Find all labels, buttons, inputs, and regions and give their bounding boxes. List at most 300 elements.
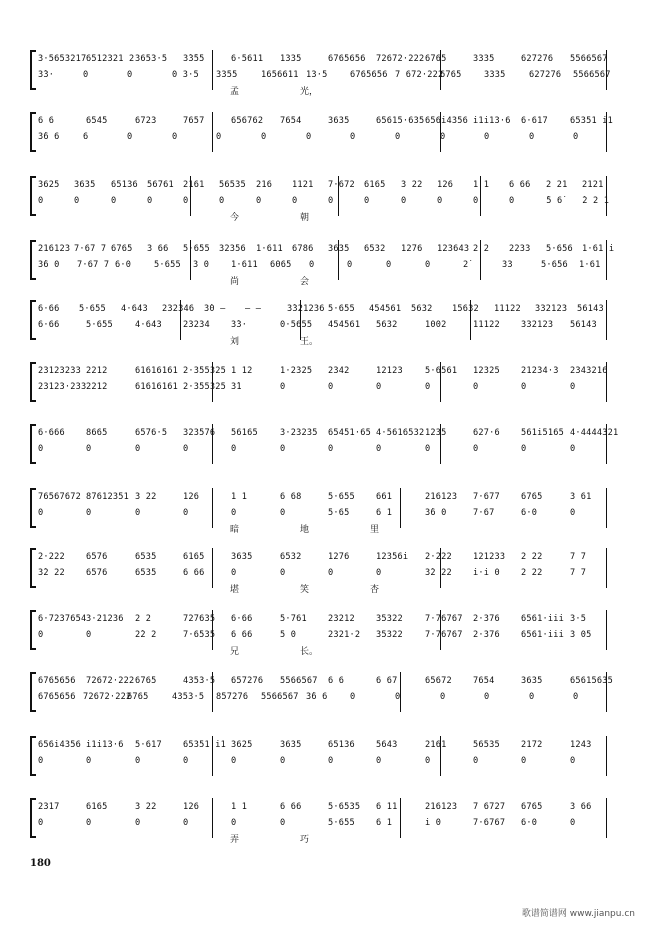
- note-group: 126: [183, 802, 200, 812]
- note-group: 12123: [376, 366, 403, 376]
- note-group: 5·655: [328, 492, 355, 502]
- note-group: 0: [183, 196, 189, 206]
- note-group: 56143: [570, 320, 597, 330]
- note-group: 3̇6 6: [38, 132, 60, 142]
- note-group: 3 0: [193, 260, 210, 270]
- note-group: 0: [38, 196, 44, 206]
- note-group: 0: [570, 818, 576, 828]
- barline: [606, 548, 607, 588]
- lyric-char: 堪: [230, 585, 240, 595]
- note-group: 5·617: [135, 740, 162, 750]
- barline: [606, 736, 607, 776]
- system-bracket: [30, 50, 36, 90]
- score-system: [30, 112, 640, 152]
- note-group: 0: [135, 508, 141, 518]
- note-group: 56535: [219, 180, 246, 190]
- note-group: 0: [347, 260, 353, 270]
- note-group: 7·67 7: [77, 260, 110, 270]
- note-group: 661: [376, 492, 393, 502]
- note-group: 32356: [219, 244, 246, 254]
- score-system: [30, 362, 640, 402]
- note-group: 6 66: [280, 802, 302, 812]
- lyric-char: 会: [300, 277, 310, 287]
- note-group: 7·67 7: [74, 244, 107, 254]
- note-group: 3653·5: [135, 54, 168, 64]
- note-group: 6765: [521, 492, 543, 502]
- note-group: 1·611: [231, 260, 258, 270]
- note-group: 3635: [280, 740, 302, 750]
- barline: [212, 112, 213, 152]
- note-group: 2·376: [473, 630, 500, 640]
- note-group: 561i5165: [521, 428, 564, 438]
- note-group: 727635: [183, 614, 216, 624]
- note-group: 6561·iii: [521, 630, 564, 640]
- note-group: 6165: [183, 552, 205, 562]
- note-group: 3635: [231, 552, 253, 562]
- note-group: 0: [401, 196, 407, 206]
- note-group: 0: [127, 70, 133, 80]
- note-group: 1276: [328, 552, 350, 562]
- score-system: [30, 798, 640, 845]
- note-group: 6723: [135, 116, 157, 126]
- score-system: [30, 672, 640, 712]
- note-group: 72672·222: [83, 692, 132, 702]
- note-group: 3635: [328, 244, 350, 254]
- note-group: 65615·635: [376, 116, 425, 126]
- note-group: 5·655: [183, 244, 210, 254]
- note-group: 23212: [328, 614, 355, 624]
- score-system: [30, 240, 640, 287]
- lyric-char: 巧: [300, 835, 310, 845]
- lyric-char: 光，: [300, 87, 319, 97]
- note-group: 0: [509, 196, 515, 206]
- note-group: 7 672·222: [395, 70, 444, 80]
- note-group: 0: [521, 444, 527, 454]
- note-group: 6 1: [376, 818, 393, 828]
- note-group: 0: [147, 196, 153, 206]
- note-group: 0: [425, 382, 431, 392]
- note-group: 2·355325: [183, 366, 226, 376]
- note-group: 0: [38, 630, 44, 640]
- note-group: 3·21236: [86, 614, 124, 624]
- score-system: [30, 50, 640, 97]
- note-group: 3635: [328, 116, 350, 126]
- note-group: 332123: [521, 320, 554, 330]
- note-group: 8665: [86, 428, 108, 438]
- note-group: 3̇2 22: [38, 568, 65, 578]
- note-group: 0: [38, 444, 44, 454]
- note-group: 0: [395, 132, 401, 142]
- note-group: 0: [425, 756, 431, 766]
- note-group: 0: [573, 132, 579, 142]
- note-group: 1 12: [231, 366, 253, 376]
- note-group: 35322: [376, 614, 403, 624]
- note-group: 6765656: [350, 70, 388, 80]
- note-group: 6576: [86, 568, 108, 578]
- note-group: 2 2: [473, 244, 490, 254]
- lyric-char: 弄: [230, 835, 240, 845]
- system-bracket: [30, 362, 36, 402]
- barline: [606, 488, 607, 528]
- note-group: 0: [135, 756, 141, 766]
- note-group: 6765: [521, 802, 543, 812]
- note-group: 1·611: [256, 244, 283, 254]
- note-group: 6·66: [38, 320, 60, 330]
- note-group: 656i4356: [425, 116, 468, 126]
- note-group: 6532: [364, 244, 386, 254]
- note-group: 3635: [74, 180, 96, 190]
- watermark: 歌谱简谱网 www.jianpu.cn: [521, 909, 635, 919]
- note-group: i1i13·6: [473, 116, 511, 126]
- note-group: 0: [484, 692, 490, 702]
- note-group: 0: [395, 692, 401, 702]
- note-group: 0: [231, 508, 237, 518]
- lyric-char: 王。: [300, 337, 319, 347]
- note-group: 216: [256, 180, 273, 190]
- note-group: 3̇6 6: [306, 692, 328, 702]
- note-group: 87612351: [86, 492, 129, 502]
- note-group: 6·666: [38, 428, 65, 438]
- note-group: 6·0: [521, 818, 538, 828]
- lyric-char: 暗: [230, 525, 240, 535]
- note-group: 61616161: [135, 382, 178, 392]
- note-group: 0: [135, 818, 141, 828]
- note-group: 0: [376, 382, 382, 392]
- note-group: 6765656: [38, 692, 76, 702]
- score-system: [30, 488, 640, 535]
- note-group: 0: [376, 568, 382, 578]
- note-group: 6·7237654: [38, 614, 87, 624]
- note-group: i·i 0: [473, 568, 500, 578]
- score-system: [30, 548, 640, 595]
- note-group: 1335: [280, 54, 302, 64]
- note-group: 0·5655: [280, 320, 313, 330]
- note-group: 0: [231, 444, 237, 454]
- note-group: 12325: [473, 366, 500, 376]
- note-group: 0: [135, 444, 141, 454]
- note-group: 7·672: [328, 180, 355, 190]
- barline: [606, 300, 607, 340]
- note-group: 6512321 2: [86, 54, 135, 64]
- note-group: 216123: [425, 492, 458, 502]
- note-group: 6576: [86, 552, 108, 562]
- note-group: 1 1: [473, 180, 490, 190]
- note-group: 6: [83, 132, 89, 142]
- note-group: 627276: [529, 70, 562, 80]
- note-group: 0: [521, 756, 527, 766]
- note-group: 7 6727: [473, 802, 506, 812]
- note-group: 5566567: [570, 54, 608, 64]
- note-group: 6765: [135, 676, 157, 686]
- note-group: 3̇6 0: [38, 260, 60, 270]
- note-group: 6 1: [376, 508, 393, 518]
- note-group: 0: [127, 132, 133, 142]
- note-group: 2·222: [38, 552, 65, 562]
- note-group: 1·2325: [280, 366, 313, 376]
- note-group: 1 1: [231, 492, 248, 502]
- note-group: 4·4444321: [570, 428, 619, 438]
- note-group: 0: [38, 818, 44, 828]
- note-group: 5·65: [328, 508, 350, 518]
- note-group: 0: [219, 196, 225, 206]
- note-group: 61616161: [135, 366, 178, 376]
- note-group: 0: [473, 196, 479, 206]
- note-group: 2̇2 2: [135, 630, 157, 640]
- note-group: 2 2: [135, 614, 152, 624]
- note-group: 6 6: [328, 676, 345, 686]
- note-group: 6765: [111, 244, 133, 254]
- note-group: 5643: [376, 740, 398, 750]
- note-group: 0: [473, 382, 479, 392]
- lyric-char: 笑: [300, 585, 310, 595]
- note-group: 3635: [521, 676, 543, 686]
- note-group: 7657: [183, 116, 205, 126]
- note-group: 56535: [473, 740, 500, 750]
- note-group: 123643: [437, 244, 470, 254]
- note-group: 0: [328, 756, 334, 766]
- system-bracket: [30, 424, 36, 464]
- note-group: 0: [86, 630, 92, 640]
- note-group: 0: [86, 756, 92, 766]
- note-group: 3·5653217: [38, 54, 87, 64]
- note-group: ̇2 2 1: [582, 196, 610, 206]
- note-group: 7 7: [570, 568, 587, 578]
- note-group: 0: [350, 692, 356, 702]
- note-group: 23123·233: [38, 382, 87, 392]
- note-group: 4353·5: [183, 676, 216, 686]
- note-group: 0: [280, 444, 286, 454]
- note-group: 0: [216, 132, 222, 142]
- barline: [606, 798, 607, 838]
- lyric-char: 长。: [300, 647, 319, 657]
- note-group: 0: [570, 508, 576, 518]
- note-group: 7·6535: [183, 630, 216, 640]
- note-group: 0: [280, 756, 286, 766]
- note-group: 0: [183, 756, 189, 766]
- note-group: 216123: [38, 244, 71, 254]
- note-group: 0: [111, 196, 117, 206]
- barline: [400, 798, 401, 838]
- note-group: 6545: [86, 116, 108, 126]
- note-group: 6·617: [521, 116, 548, 126]
- note-group: 126: [183, 492, 200, 502]
- note-group: 4·643: [121, 304, 148, 314]
- barline: [212, 548, 213, 588]
- note-group: 2212: [86, 382, 108, 392]
- note-group: 5·761: [280, 614, 307, 624]
- system-bracket: [30, 610, 36, 650]
- note-group: 5·655: [328, 818, 355, 828]
- lyric-char: 今: [230, 213, 240, 223]
- note-group: 1243: [570, 740, 592, 750]
- note-group: 0: [425, 444, 431, 454]
- note-group: 7·76767: [425, 614, 463, 624]
- note-group: 2161: [425, 740, 447, 750]
- note-group: 0: [386, 260, 392, 270]
- note-group: 656762: [231, 116, 264, 126]
- note-group: 2212: [86, 366, 108, 376]
- note-group: 3̇1: [231, 382, 242, 392]
- note-group: 6·66: [38, 304, 60, 314]
- note-group: 0: [328, 382, 334, 392]
- note-group: 5·656: [546, 244, 573, 254]
- system-bracket: [30, 488, 36, 528]
- note-group: 6165: [364, 180, 386, 190]
- note-group: 0: [306, 132, 312, 142]
- system-bracket: [30, 300, 36, 340]
- note-group: 0: [570, 382, 576, 392]
- note-group: 657276: [231, 676, 264, 686]
- note-group: 0: [570, 444, 576, 454]
- note-group: 0: [83, 70, 89, 80]
- note-group: 65615635: [570, 676, 613, 686]
- note-group: 2 22: [521, 552, 543, 562]
- note-group: 3355: [216, 70, 238, 80]
- note-group: 6765: [440, 70, 462, 80]
- note-group: 7654: [280, 116, 302, 126]
- note-group: 216123: [425, 802, 458, 812]
- note-group: 21234·3: [521, 366, 559, 376]
- note-group: 5·6561: [425, 366, 458, 376]
- note-group: 65136: [328, 740, 355, 750]
- note-group: 7·6767: [473, 818, 506, 828]
- note-group: 2 21: [546, 180, 568, 190]
- note-group: 1235: [425, 428, 447, 438]
- note-group: 7654: [473, 676, 495, 686]
- note-group: 0: [328, 196, 334, 206]
- note-group: 56143: [577, 304, 604, 314]
- note-group: 5632: [376, 320, 398, 330]
- note-group: 7·76767: [425, 630, 463, 640]
- lyric-char: 刘: [230, 337, 240, 347]
- note-group: 5566567: [261, 692, 299, 702]
- note-group: 6·66: [231, 614, 253, 624]
- note-group: 0: [280, 818, 286, 828]
- note-group: 0: [86, 818, 92, 828]
- note-group: 5·655: [79, 304, 106, 314]
- note-group: 5 0: [280, 630, 297, 640]
- note-group: 0: [172, 132, 178, 142]
- note-group: 323576: [183, 428, 216, 438]
- note-group: 3̇3·: [231, 320, 248, 330]
- note-group: 6535: [135, 552, 157, 562]
- note-group: 6765656: [38, 676, 76, 686]
- lyric-char: 兄: [230, 647, 240, 657]
- note-group: i1i13·6: [86, 740, 124, 750]
- note-group: 11122: [473, 320, 500, 330]
- note-group: 5632: [411, 304, 433, 314]
- system-bracket: [30, 112, 36, 152]
- note-group: 0: [256, 196, 262, 206]
- note-group: 3̇6 0: [425, 508, 447, 518]
- note-group: 5566567: [280, 676, 318, 686]
- note-group: 3·5: [570, 614, 587, 624]
- note-group: 0: [573, 692, 579, 702]
- note-group: 3 66: [570, 802, 592, 812]
- note-group: 1121: [292, 180, 314, 190]
- note-group: 3625: [38, 180, 60, 190]
- note-group: 0: [425, 260, 431, 270]
- note-group: 332123: [535, 304, 568, 314]
- note-group: 0: [484, 132, 490, 142]
- note-group: 4·5616532: [376, 428, 425, 438]
- note-group: 5·655: [328, 304, 355, 314]
- note-group: 3̇0 —: [204, 304, 226, 314]
- note-group: 0: [74, 196, 80, 206]
- note-group: 3 22: [135, 492, 157, 502]
- note-group: 65451·65: [328, 428, 371, 438]
- note-group: 5·655: [86, 320, 113, 330]
- note-group: i 0: [425, 818, 442, 828]
- note-group: 0: [309, 260, 315, 270]
- note-group: 1·61 i: [582, 244, 615, 254]
- note-group: 0: [38, 756, 44, 766]
- note-group: 2·376: [473, 614, 500, 624]
- note-group: 3 05: [570, 630, 592, 640]
- note-group: 72672·222: [86, 676, 135, 686]
- barline: [400, 488, 401, 528]
- note-group: 4353·5: [172, 692, 205, 702]
- note-group: 56761: [147, 180, 174, 190]
- note-group: ̇5 6̇: [546, 196, 563, 206]
- barline: [606, 610, 607, 650]
- note-group: 15632: [452, 304, 479, 314]
- system-bracket: [30, 798, 36, 838]
- note-group: 0: [364, 196, 370, 206]
- note-group: 33: [502, 260, 513, 270]
- note-group: 6 11: [376, 802, 398, 812]
- note-group: 0: [86, 508, 92, 518]
- note-group: 1 1: [231, 802, 248, 812]
- lyric-char: 里: [370, 525, 380, 535]
- score-system: [30, 300, 640, 347]
- note-group: 3̇3̇55: [183, 54, 205, 64]
- note-group: 3·23235: [280, 428, 318, 438]
- barline: [212, 50, 213, 90]
- note-group: 3̇3·: [38, 70, 55, 80]
- note-group: 11122: [494, 304, 521, 314]
- note-group: 6·5611: [231, 54, 264, 64]
- note-group: 6532: [280, 552, 302, 562]
- note-group: 6 66: [509, 180, 531, 190]
- note-group: 6786: [292, 244, 314, 254]
- note-group: 2342: [328, 366, 350, 376]
- note-group: 6 67: [376, 676, 398, 686]
- lyric-char: 尚: [230, 277, 240, 287]
- note-group: 857276: [216, 692, 249, 702]
- note-group: 2·355325: [183, 382, 226, 392]
- note-group: 65351 i1: [183, 740, 226, 750]
- note-group: 23123233: [38, 366, 81, 376]
- note-group: 6 66: [183, 568, 205, 578]
- note-group: 2343216: [570, 366, 608, 376]
- note-group: 56165: [231, 428, 258, 438]
- note-group: 13·5: [306, 70, 328, 80]
- note-group: 76567672: [38, 492, 81, 502]
- note-group: 656i4356: [38, 740, 81, 750]
- note-group: 232346: [162, 304, 195, 314]
- note-group: 23234: [183, 320, 210, 330]
- note-group: 3̇321236: [287, 304, 325, 314]
- note-group: 2 22: [521, 568, 543, 578]
- note-group: 454561: [328, 320, 361, 330]
- note-group: 65136: [111, 180, 138, 190]
- note-group: 0: [521, 382, 527, 392]
- note-group: 0: [328, 568, 334, 578]
- note-group: 7·677: [473, 492, 500, 502]
- note-group: 12356i: [376, 552, 409, 562]
- note-group: 2121: [582, 180, 604, 190]
